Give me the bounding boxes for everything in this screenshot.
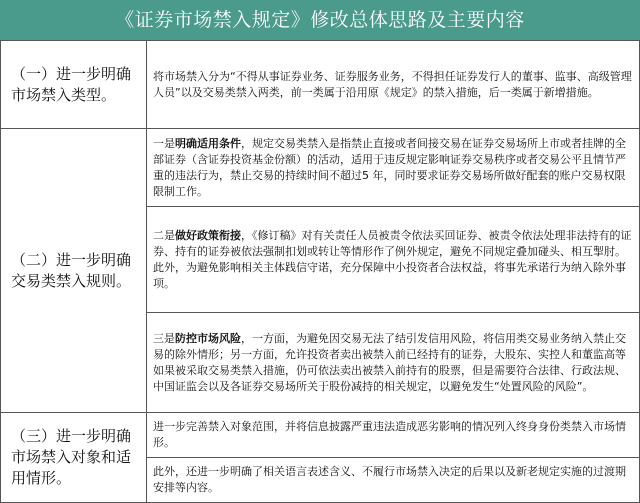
content-block	[147, 129, 639, 206]
content-block	[147, 67, 639, 103]
content-block	[147, 206, 639, 312]
row-content	[147, 129, 640, 413]
content-block	[147, 457, 639, 502]
content-block	[147, 312, 639, 412]
table-row	[1, 129, 640, 413]
block-text: 进一步完善禁入对象范围，并将信息披露严重违法造成恶劣影响的情况列入终身身份类禁入市场情形。	[153, 420, 626, 449]
table-row	[1, 41, 640, 129]
block-text: ，规定交易类禁入是指禁止直接或者间接交易在证券交易场所上市或者挂牌的全部证券（含证券投资基金份额）的活动，适用于违反规定影响证券交易秩序或者交易公平且情节严重的违法行为，禁止交易的持续时间不超过5 年，同时要求证券交易场所做好配套的账户交易权限限制工作。	[153, 136, 626, 198]
table-row	[1, 413, 640, 503]
page-title: 《证券市场禁入规定》修改总体思路及主要内容	[0, 0, 640, 40]
block-bold-label: 明确适用条件	[175, 136, 241, 150]
block-prefix: 二是	[153, 228, 175, 242]
content-block	[147, 413, 639, 457]
row-heading: （二）进一步明确交易类禁入规则。	[1, 129, 147, 413]
content-table	[0, 40, 640, 503]
row-heading: （三）进一步明确市场禁入对象和适用情形。	[1, 413, 147, 503]
block-extra-text: 此外，为避免影响相关主体践信守诺，充分保障中小投资者合法权益，将事先承诺行为纳入除外事项。	[153, 260, 626, 290]
row-content	[147, 413, 640, 503]
block-text: 将市场禁入分为“不得从事证券业务、证券服务业务，不得担任证券发行人的董事、监事、高级管理人员”以及交易类禁入两类，前一类属于沿用原《规定》的禁入措施，后一类属于新增措施。	[153, 69, 632, 99]
block-bold-label: 防控市场风险	[175, 331, 241, 345]
row-content	[147, 41, 640, 129]
block-prefix: 一是	[153, 136, 175, 150]
block-bold-label: 做好政策衔接	[175, 228, 241, 242]
block-text: ，《修订稿》对有关责任人员被责令依法买回证券、被责令依法处理非法持有的证券、持有的证券被依法强制扣划或转让等情形作了例外规定，避免不同规定叠加碰头、相互掣肘。	[153, 228, 632, 258]
block-text: ，一方面，为避免因交易无法了结引发信用风险，将信用类交易业务纳入禁止交易的除外情形；另一方面，允许投资者卖出被禁入前已经持有的证券，大股东、实控人和董监高等如果被采取交易类禁入措施，仍可依法卖出被禁入前持有的股票，但是需要符合法律、行政法规、中国证监会以及各证券交易场所关于股份减持的相关规定，以避免发生“处置风险的风险”。	[153, 331, 626, 393]
block-text: 此外，还进一步明确了相关语言表述含义、不履行市场禁入决定的后果以及新老规定实施的过渡期安排等内容。	[153, 465, 626, 494]
block-prefix: 三是	[153, 331, 175, 345]
row-heading: （一）进一步明确市场禁入类型。	[1, 41, 147, 129]
